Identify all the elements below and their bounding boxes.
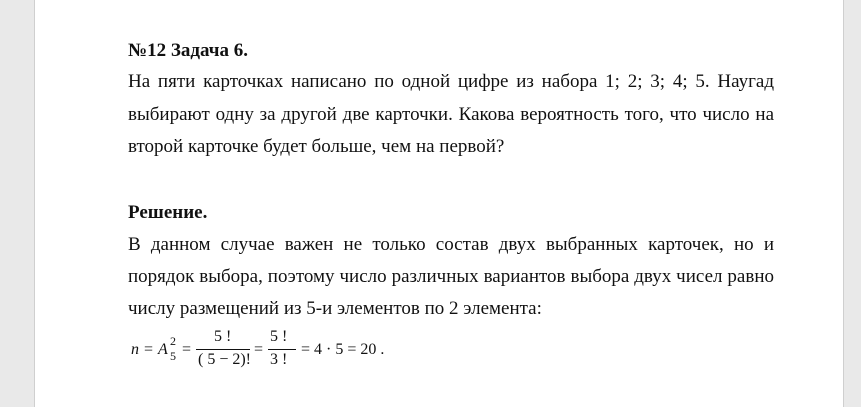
frac2-bar [268, 349, 296, 350]
formula-n: n [131, 341, 139, 358]
task-heading: №12 Задача 6. [128, 40, 248, 61]
task-text-line-1: На пяти карточках написано по одной цифре из набора 1; 2; 3; 4; 5. Наугад [128, 71, 774, 92]
document-page [34, 0, 844, 407]
formula-A-sup: 2 [170, 334, 176, 348]
frac2-numerator: 5 ! [270, 328, 288, 345]
task-text-line-2: выбирают одну за другой две карточки. Какова вероятность того, что число на [128, 104, 774, 125]
solution-text-line-2: порядок выбора, поэтому число различных вариантов выбора двух чисел равно [128, 266, 774, 287]
solution-text-line-3: числу размещений из 5-и элементов по 2 элемента: [128, 298, 542, 319]
frac1-denominator: ( 5 − 2)! [198, 351, 252, 368]
frac2-denominator: 3 ! [270, 351, 288, 368]
solution-text-line-1: В данном случае важен не только состав двух выбранных карточек, но и [128, 234, 774, 255]
formula-eq-2: = [182, 341, 192, 358]
frac1-bar [196, 349, 250, 350]
formula-eq-1: = [144, 341, 154, 358]
permutation-formula [128, 326, 528, 376]
task-text-line-3: второй карточке будет больше, чем на первой? [128, 136, 505, 157]
formula-rhs: = 4 · 5 = 20 . [301, 341, 385, 358]
formula-eq-3: = [254, 341, 264, 358]
frac1-numerator: 5 ! [214, 328, 232, 345]
formula-A-sub: 5 [170, 349, 176, 363]
formula-A: A [158, 341, 168, 358]
solution-heading: Решение. [128, 202, 208, 223]
